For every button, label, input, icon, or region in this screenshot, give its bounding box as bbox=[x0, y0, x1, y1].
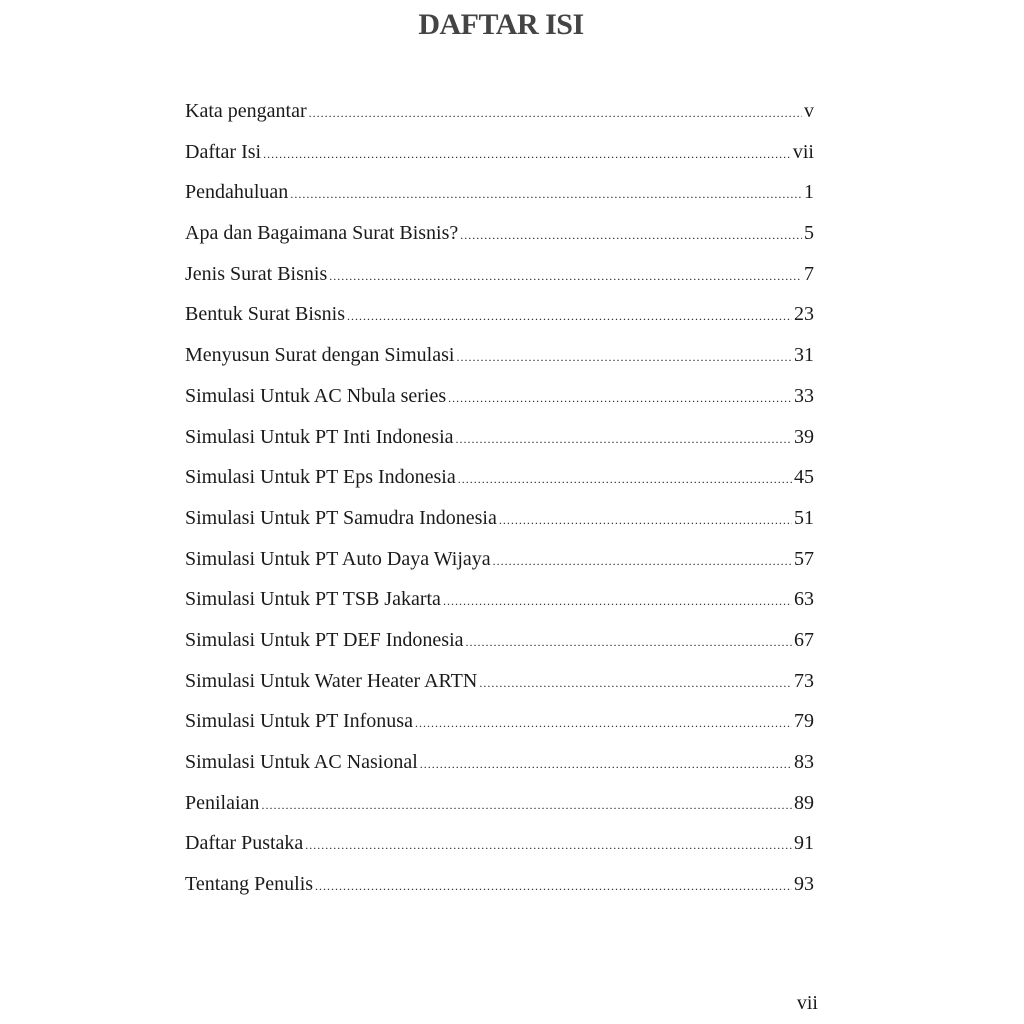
toc-entry[interactable] bbox=[185, 670, 814, 711]
dot-leader bbox=[460, 228, 802, 243]
toc-entry-label: Penilaian bbox=[185, 791, 260, 814]
dot-leader bbox=[263, 147, 791, 162]
toc-entry-label: Simulasi Untuk PT Inti Indonesia bbox=[185, 425, 454, 448]
toc-entry-page: 39 bbox=[794, 425, 814, 448]
toc-entry[interactable] bbox=[185, 629, 814, 670]
toc-entry-page: 51 bbox=[794, 506, 814, 529]
dot-leader bbox=[420, 757, 792, 772]
toc-entry-page: 1 bbox=[804, 181, 814, 204]
toc-entry-page: 83 bbox=[794, 751, 814, 773]
page-title: DAFTAR ISI bbox=[418, 8, 584, 41]
toc-entry-page: 33 bbox=[794, 384, 814, 407]
dot-leader bbox=[499, 513, 792, 528]
toc-entry[interactable] bbox=[185, 344, 814, 385]
toc-entry[interactable] bbox=[185, 222, 814, 263]
toc-entry-label: Simulasi Untuk PT DEF Indonesia bbox=[185, 628, 464, 651]
toc-entry[interactable] bbox=[185, 548, 814, 589]
toc-entry[interactable] bbox=[185, 507, 814, 548]
toc-entry-page: 79 bbox=[794, 710, 814, 733]
toc-entry[interactable] bbox=[185, 832, 814, 873]
toc-entry[interactable] bbox=[185, 181, 814, 222]
dot-leader bbox=[415, 716, 792, 731]
dot-leader bbox=[456, 432, 792, 447]
dot-leader bbox=[315, 879, 792, 894]
toc-entry[interactable] bbox=[185, 426, 814, 467]
table-of-contents bbox=[185, 100, 814, 914]
toc-entry[interactable] bbox=[185, 141, 814, 182]
toc-entry[interactable] bbox=[185, 792, 814, 833]
dot-leader bbox=[448, 391, 792, 406]
dot-leader bbox=[347, 309, 792, 324]
page-number: vii bbox=[796, 992, 818, 1014]
dot-leader bbox=[261, 798, 792, 813]
toc-entry[interactable] bbox=[185, 466, 814, 507]
toc-entry-page: 23 bbox=[794, 303, 814, 326]
toc-entry-page: 57 bbox=[794, 547, 814, 570]
toc-entry-page: 91 bbox=[794, 832, 814, 855]
toc-entry-page: 67 bbox=[794, 628, 814, 651]
toc-entry-label: Simulasi Untuk AC Nbula series bbox=[185, 384, 447, 407]
toc-entry-page: 89 bbox=[794, 791, 814, 814]
toc-entry-page: 7 bbox=[804, 262, 814, 285]
toc-entry-label: Apa dan Bagaimana Surat Bisnis? bbox=[185, 222, 459, 245]
dot-leader bbox=[466, 635, 792, 650]
toc-entry-label: Kata pengantar bbox=[185, 100, 307, 122]
dot-leader bbox=[493, 554, 792, 569]
toc-entry-label: Simulasi Untuk Water Heater ARTN bbox=[185, 669, 478, 692]
toc-entry[interactable] bbox=[185, 303, 814, 344]
toc-entry-page: 93 bbox=[794, 873, 814, 896]
toc-entry-page: 45 bbox=[794, 466, 814, 489]
toc-entry-label: Simulasi Untuk PT Infonusa bbox=[185, 710, 413, 733]
toc-entry[interactable] bbox=[185, 100, 814, 141]
dot-leader bbox=[309, 106, 802, 121]
toc-entry-page: vii bbox=[792, 140, 814, 163]
toc-entry[interactable] bbox=[185, 263, 814, 304]
toc-entry-label: Simulasi Untuk PT Eps Indonesia bbox=[185, 466, 456, 489]
toc-entry-label: Daftar Isi bbox=[185, 140, 262, 163]
toc-entry[interactable] bbox=[185, 710, 814, 751]
toc-entry-page: 31 bbox=[794, 344, 814, 367]
dot-leader bbox=[479, 676, 792, 691]
toc-entry[interactable] bbox=[185, 588, 814, 629]
toc-entry-label: Daftar Pustaka bbox=[185, 832, 304, 855]
toc-entry-page: 5 bbox=[804, 222, 814, 245]
dot-leader bbox=[305, 838, 792, 853]
dot-leader bbox=[443, 594, 792, 609]
toc-entry-label: Simulasi Untuk PT Auto Daya Wijaya bbox=[185, 547, 491, 570]
toc-entry[interactable] bbox=[185, 751, 814, 792]
toc-entry-page: 63 bbox=[794, 588, 814, 611]
toc-entry-page: v bbox=[804, 100, 814, 122]
toc-entry-label: Pendahuluan bbox=[185, 181, 289, 204]
toc-entry-label: Bentuk Surat Bisnis bbox=[185, 303, 346, 326]
toc-entry[interactable] bbox=[185, 873, 814, 914]
toc-entry[interactable] bbox=[185, 385, 814, 426]
dot-leader bbox=[456, 350, 792, 365]
dot-leader bbox=[329, 269, 802, 284]
toc-entry-page: 73 bbox=[794, 669, 814, 692]
dot-leader bbox=[458, 472, 792, 487]
toc-entry-label: Jenis Surat Bisnis bbox=[185, 262, 328, 285]
toc-entry-label: Simulasi Untuk PT Samudra Indonesia bbox=[185, 506, 497, 529]
toc-entry-label: Menyusun Surat dengan Simulasi bbox=[185, 344, 455, 367]
dot-leader bbox=[290, 187, 802, 202]
toc-entry-label: Simulasi Untuk PT TSB Jakarta bbox=[185, 588, 441, 611]
toc-entry-label: Tentang Penulis bbox=[185, 873, 314, 896]
toc-entry-label: Simulasi Untuk AC Nasional bbox=[185, 751, 418, 773]
